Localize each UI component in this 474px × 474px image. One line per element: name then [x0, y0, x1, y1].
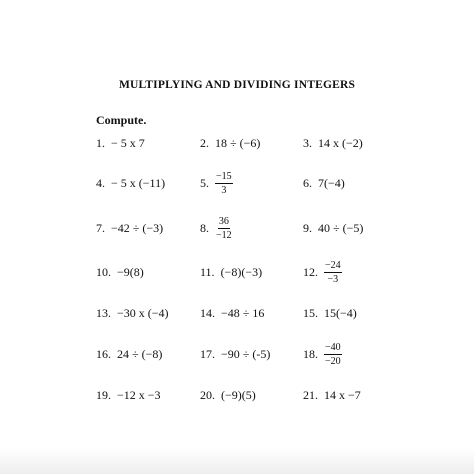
problem-item	[200, 213, 233, 243]
fraction	[215, 216, 233, 241]
problem-number: 2.	[200, 135, 209, 150]
problem-item	[200, 128, 260, 158]
problem-item	[96, 339, 162, 369]
problem-expression: − 5 x (−11)	[111, 175, 166, 190]
problem-item	[303, 257, 342, 287]
fraction-numerator: −40	[325, 341, 341, 353]
fraction-denominator: −12	[216, 229, 232, 241]
problem-number: 12.	[303, 264, 318, 279]
problem-number: 14.	[200, 305, 215, 320]
problem-expression: 40 ÷ (−5)	[318, 220, 364, 235]
problem-item	[96, 257, 144, 287]
problem-number: 13.	[96, 305, 111, 320]
problem-item	[200, 257, 262, 287]
problem-item	[200, 339, 270, 369]
problem-expression: 18 ÷ (−6)	[215, 135, 261, 150]
fraction	[324, 342, 342, 367]
problem-item	[96, 213, 163, 243]
problem-expression: −42 ÷ (−3)	[111, 220, 164, 235]
problem-item	[303, 213, 363, 243]
problem-item	[96, 380, 161, 410]
problem-expression: −90 ÷ (-5)	[221, 346, 271, 361]
problem-number: 8.	[200, 220, 209, 235]
problem-expression: −9(8)	[117, 264, 144, 279]
problem-number: 19.	[96, 387, 111, 402]
problem-number: 15.	[303, 305, 318, 320]
problem-number: 6.	[303, 175, 312, 190]
fraction-denominator: −3	[327, 273, 339, 285]
problem-expression: 14 x (−2)	[318, 135, 363, 150]
problem-expression: − 5 x 7	[111, 135, 145, 150]
fraction-numerator: −24	[325, 259, 341, 271]
problem-number: 3.	[303, 135, 312, 150]
problem-item	[303, 380, 361, 410]
problem-item	[96, 298, 169, 328]
problem-item	[303, 128, 363, 158]
problem-number: 20.	[200, 387, 215, 402]
problem-expression: −30 x (−4)	[117, 305, 169, 320]
problem-item	[303, 168, 345, 198]
page-bottom-shade	[0, 448, 474, 474]
problem-expression: −48 ÷ 16	[221, 305, 265, 320]
problem-expression: 7(−4)	[318, 175, 345, 190]
problem-number: 9.	[303, 220, 312, 235]
problem-item	[303, 339, 342, 369]
problem-number: 4.	[96, 175, 105, 190]
worksheet-title: MULTIPLYING AND DIVIDING INTEGERS	[118, 79, 356, 91]
fraction-denominator: 3	[221, 184, 227, 196]
problem-number: 17.	[200, 346, 215, 361]
problem-item	[200, 168, 233, 198]
problem-number: 1.	[96, 135, 105, 150]
problem-item	[96, 168, 165, 198]
problem-number: 21.	[303, 387, 318, 402]
fraction	[215, 171, 233, 196]
fraction-numerator: −15	[216, 170, 232, 182]
problem-number: 16.	[96, 346, 111, 361]
problem-expression: (−9)(5)	[221, 387, 256, 402]
problem-expression: −12 x −3	[117, 387, 161, 402]
problem-number: 5.	[200, 175, 209, 190]
problem-expression: 15(−4)	[324, 305, 357, 320]
problem-expression: 14 x −7	[324, 387, 361, 402]
fraction-numerator: 36	[218, 215, 229, 227]
fraction	[324, 260, 342, 285]
problem-expression: 24 ÷ (−8)	[117, 346, 163, 361]
problem-item	[200, 298, 264, 328]
fraction-denominator: −20	[325, 355, 341, 367]
problem-number: 10.	[96, 264, 111, 279]
instruction-label: Compute.	[96, 113, 147, 127]
problem-item	[96, 128, 145, 158]
problem-item	[200, 380, 256, 410]
problem-expression: (−8)(−3)	[220, 264, 263, 279]
problem-number: 11.	[200, 264, 215, 279]
problem-number: 18.	[303, 346, 318, 361]
problem-number: 7.	[96, 220, 105, 235]
problem-item	[303, 298, 357, 328]
